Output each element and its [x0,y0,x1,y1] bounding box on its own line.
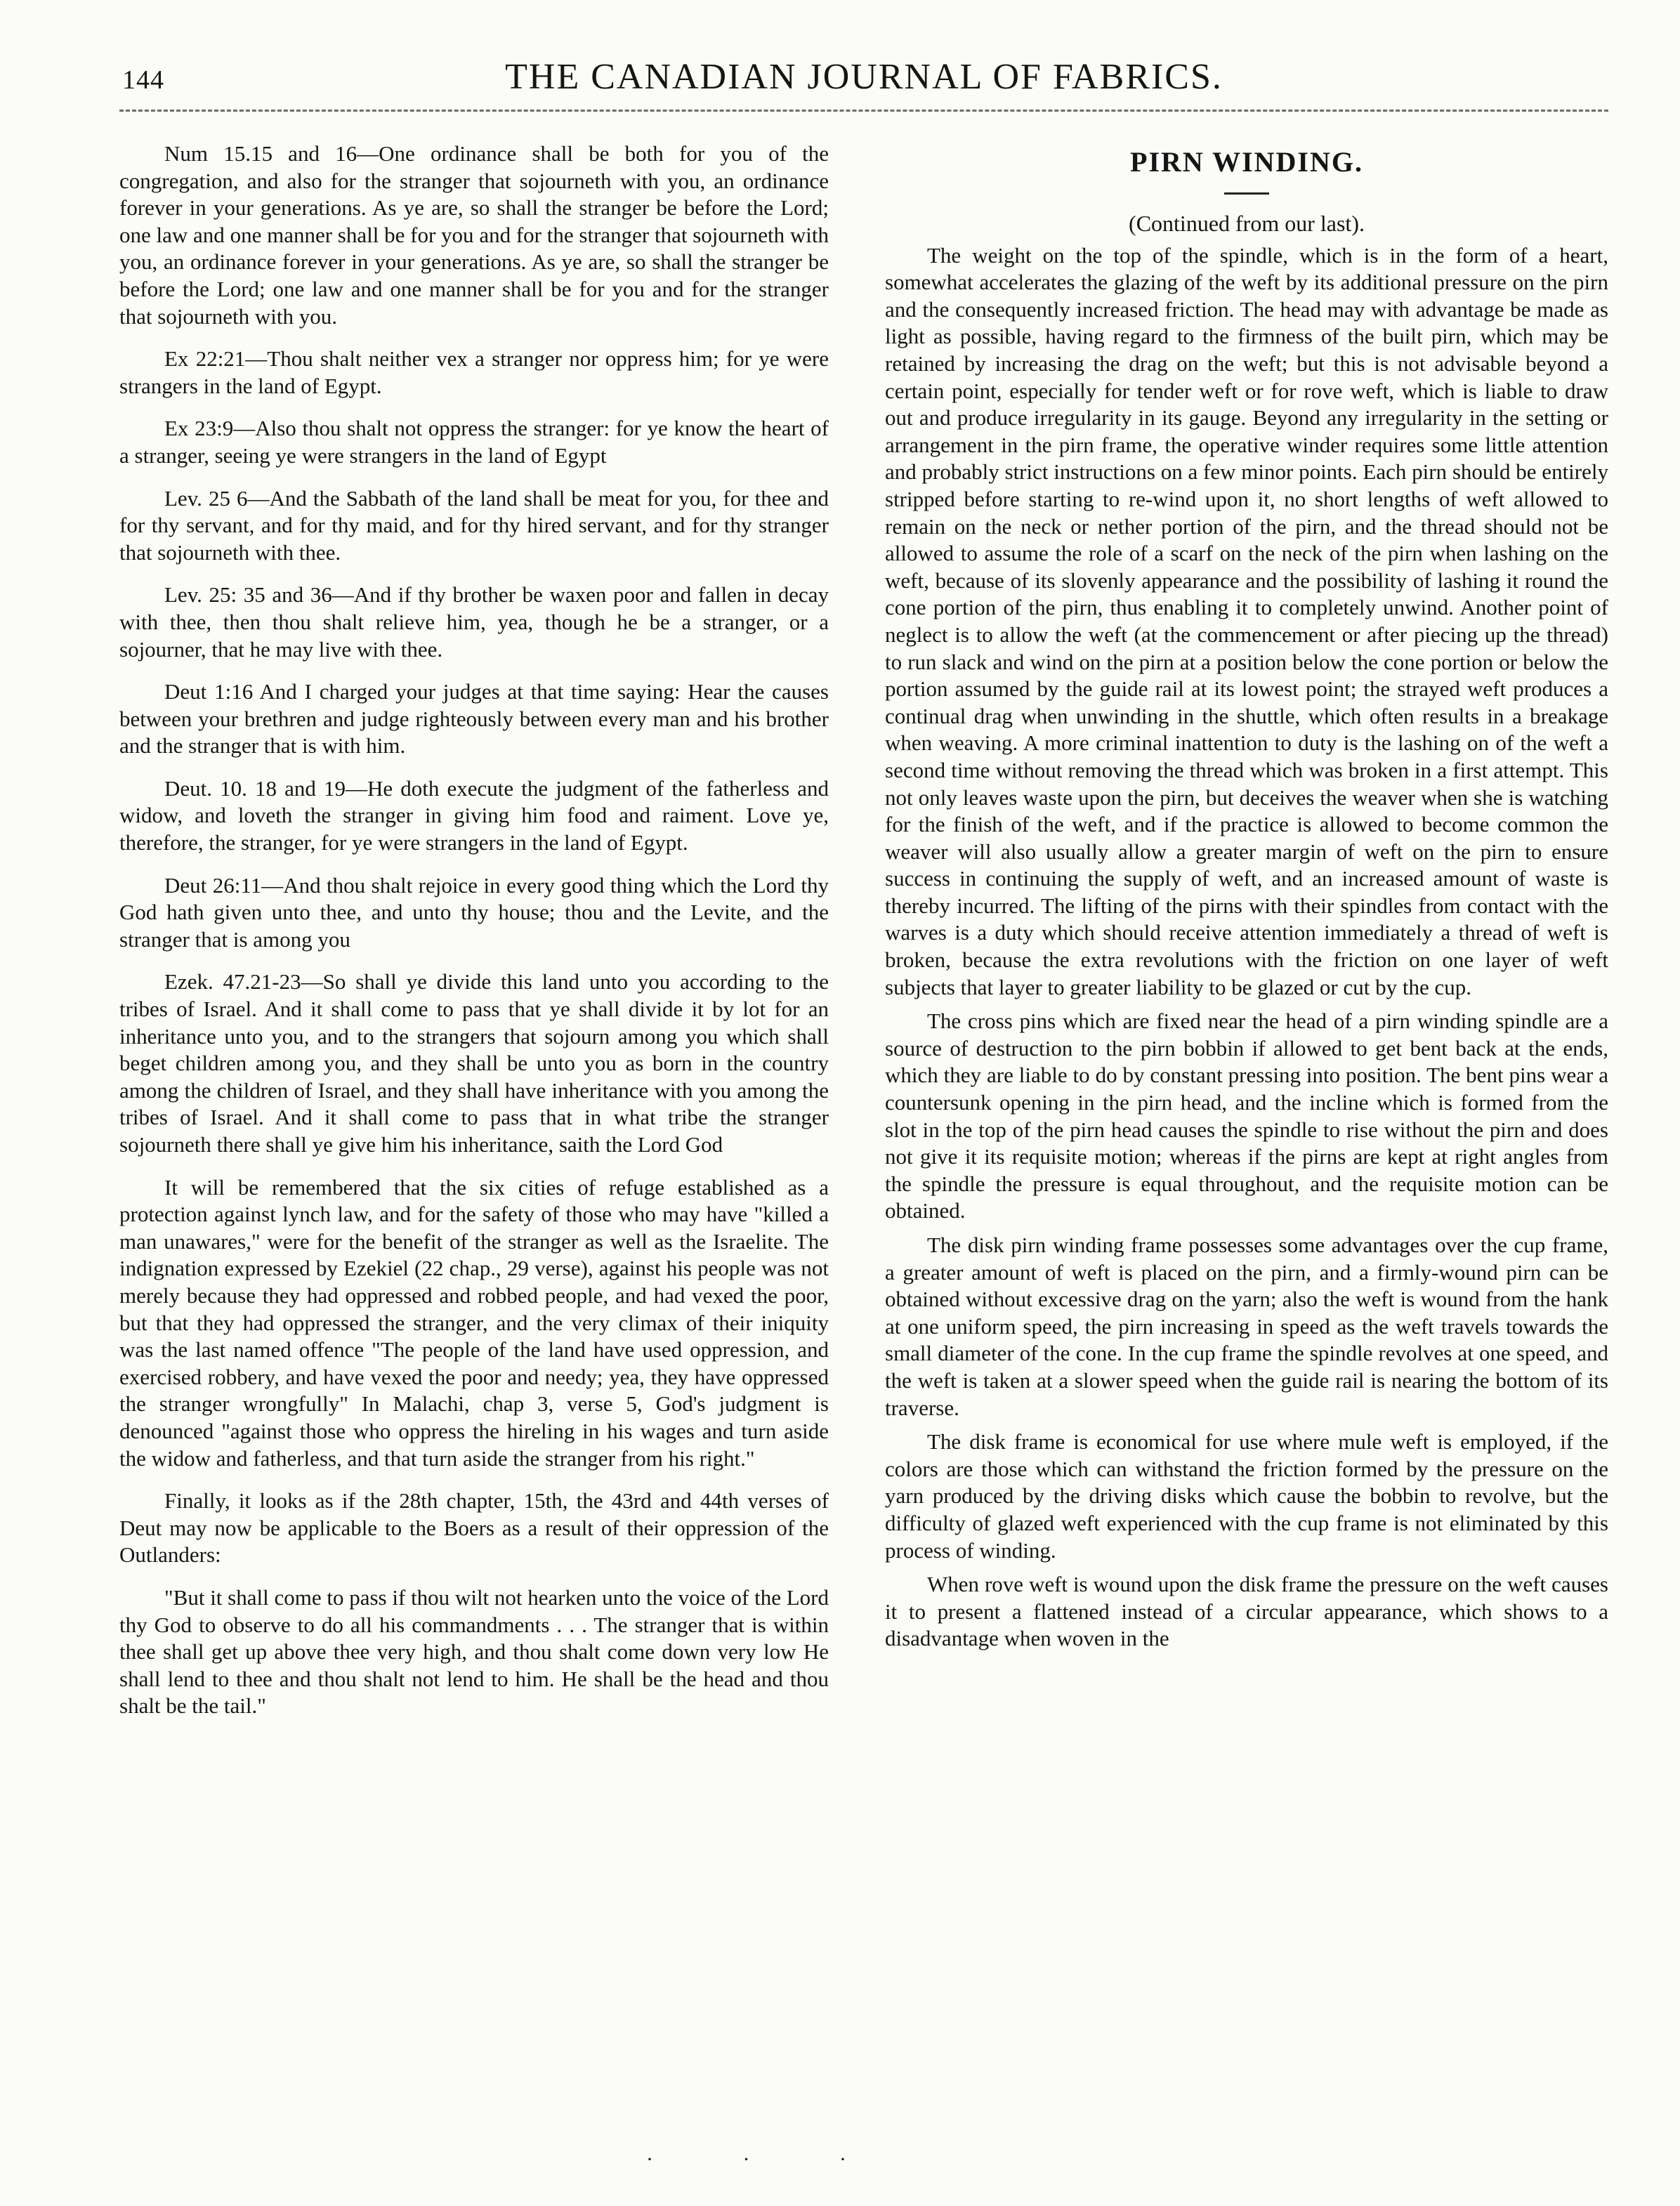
paragraph: The disk pirn winding frame possesses some advantages over the cup frame, a greater amount of weft is placed on the pirn, and a firmly-wound pirn can be obtained without excessive drag on the yarn; also the weft is wound from the hank at one uniform speed, the pirn increasing in speed as the weft travels towards the small diameter of the cone. In the cup frame the spindle revolves at one speed, and the weft is taken at a slower speed when the guide rail is nearing the bottom of its traverse. [885,1233,1608,1420]
page-number: 144 [122,65,164,95]
left-column [119,140,829,1735]
journal-title: THE CANADIAN JOURNAL OF FABRICS. [505,57,1223,97]
article-title: PIRN WINDING. [1130,146,1363,178]
paragraph: Lev. 25 6—And the Sabbath of the land shall be meat for you, for thee and for thy servant, and for thy maid, and for thy hired servant, and for thy stranger that sojourneth with thee. [119,485,829,565]
paragraph: The weight on the top of the spindle, which is in the form of a heart, somewhat accelerates the glazing of the weft by its additional pressure on the pirn and the consequently increased friction. The head may with advantage be made as light as possible, having regard to the firmness of the built pirn, which may be retained by increasing the drag on the weft; but this is not advisable beyond a certain point, especially for tender weft or for rove weft, which is liable to draw out and produce irregularity in its gauge. Beyond any irregularity in the setting or arrangement in the pirn frame, the operative winder requires some little attention and probably strict instructions on a few minor points. Each pirn should be entirely stripped before starting to re-wind upon it, no short lengths of weft allowed to remain on the neck or nether portion of the pirn, and the thread should not be allowed to assume the role of a scarf on the neck of the pirn when lashing on the weft, because of its slovenly appearance and the possibility of lashing it round the cone portion of the pirn, thus enabling it to completely unwind. Another point of neglect is to allow the weft (at the commencement or after piecing up the thread) to run slack and wind on the pirn at a position below the cone portion or below the portion assumed by the guide rail at its lowest point; the strayed weft produces a continual drag when unwinding in the shuttle, which often results in a breakage when weaving. A more criminal inattention to duty is the lashing on of the weft a second time without removing the thread which was broken in a first attempt. This not only leaves waste upon the pirn, but deceives the weaver when she is watching for the finish of the weft, and if the practice is allowed to become common the weaver will also usually allow a greater margin of weft on the pirn to ensure success in continuing the supply of weft, and an increased amount of waste is thereby incurred. The lifting of the pirns with their spindles from contact with the warves is a duty which should receive attention immediately a thread of weft is broken, because the extra revolutions with the friction on one layer of weft subjects that layer to greater liability to be glazed or cut by the cup. [885,242,1608,999]
paragraph: Finally, it looks as if the 28th chapter, 15th, the 43rd and 44th verses of Deut may now be applicable to the Boers as a result of their oppression of the Outlanders: [119,1488,829,1568]
paragraph: Deut 1:16 And I charged your judges at that time saying: Hear the causes between your brethren and judge righteously between every man and his brother and the stranger that is with him. [119,679,829,759]
quotation: "But it shall come to pass if thou wilt not hearken unto the voice of the Lord thy God to observe to do all his commandments . . . The stranger that is within thee shall get up above thee very high, and thou shalt come down very low He shall lend to thee and thou shalt not lend to him. He shall be the head and thou shalt be the tail." [119,1584,829,1719]
right-column [885,145,1608,1660]
paragraph: The cross pins which are fixed near the head of a pirn winding spindle are a source of destruction to the pirn bobbin if allowed to get bent back at the ends, which they are liable to do by constant pressing into position. The bent pins wear a countersunk opening in the pirn head, and the incline which is formed from the slot in the top of the pirn head causes the spindle to rise without the pirn and does not give it its requisite motion; whereas if the pirns are kept at right angles from the spindle the pressure is equal throughout, and the requisite motion can be obtained. [885,1009,1608,1223]
paragraph: Deut 26:11—And thou shalt rejoice in every good thing which the Lord thy God hath given unto thee, and unto thy house; thou and the Levite, and the stranger that is among you [119,872,829,952]
paragraph: Num 15.15 and 16—One ordinance shall be both for you of the congregation, and also for the stranger that sojourneth with you, an ordinance forever in your generations. As ye are, so shall the stranger be before the Lord; one law and one manner shall be for you and for the stranger that sojourneth with you, an ordinance forever in your generations. As ye are, so shall the stranger be before the Lord; one law and one manner shall be for you and for the stranger that sojourneth with you. [119,141,829,329]
print-specks: · · · [646,2148,888,2171]
paragraph: The disk frame is economical for use where mule weft is employed, if the colors are those which can withstand the friction formed by the pressure on the yarn produced by the driving disks which cause the bobbin to revolve, but the difficulty of glazed weft experienced with the cup frame is not eliminated by this process of winding. [885,1429,1608,1563]
paragraph: Deut. 10. 18 and 19—He doth execute the judgment of the fatherless and widow, and loveth the stranger in giving him food and raiment. Love ye, therefore, the stranger, for ye were strangers in the land of Egypt. [119,775,829,855]
paragraph: Ezek. 47.21-23—So shall ye divide this land unto you according to the tribes of Israel. And it shall come to pass that ye shall divide it by lot for an inheritance unto you, and to the strangers that sojourn among you which shall beget children among you, and they shall be unto you as born in the country among the children of Israel, and they shall have inheritance with you among the tribes of Israel. And it shall come to pass that in what tribe the stranger sojourneth there shall ye give him his inheritance, saith the Lord God [119,969,829,1157]
title-rule [1224,192,1269,195]
page-header [119,55,1608,104]
continued-note: (Continued from our last). [1129,210,1365,236]
header-rule [119,110,1608,112]
paragraph: Ex 23:9—Also thou shalt not oppress the stranger: for ye know the heart of a stranger, seeing ye were strangers in the land of Egypt [119,416,829,468]
paragraph: Ex 22:21—Thou shalt neither vex a stranger nor oppress him; for ye were strangers in the land of Egypt. [119,346,829,398]
paragraph: Lev. 25: 35 and 36—And if thy brother be waxen poor and fallen in decay with thee, then thou shalt relieve him, yea, though he be a stranger, or a sojourner, that he may live with thee. [119,582,829,662]
paragraph: When rove weft is wound upon the disk frame the pressure on the weft causes it to present a flattened instead of a circular appearance, which shows to a disadvantage when woven in the [885,1572,1608,1651]
paragraph: It will be remembered that the six cities of refuge established as a protection against lynch law, and for the safety of those who may have "killed a man unawares," were for the benefit of the stranger as well as the Israelite. The indignation expressed by Ezekiel (22 chap., 29 verse), against his people was not merely because they had oppressed and robbed people, and had vexed the poor, but that they had oppressed the stranger, and the very climax of their iniquity was the last named offence "The people of the land have used oppression, and exercised robbery, and have vexed the poor and needy; yea, they have oppressed the stranger wrongfully" In Malachi, chap 3, verse 5, God's judgment is denounced "against those who oppress the hireling in his wages and turn aside the widow and fatherless, and that turn aside the stranger from his right." [119,1174,829,1471]
